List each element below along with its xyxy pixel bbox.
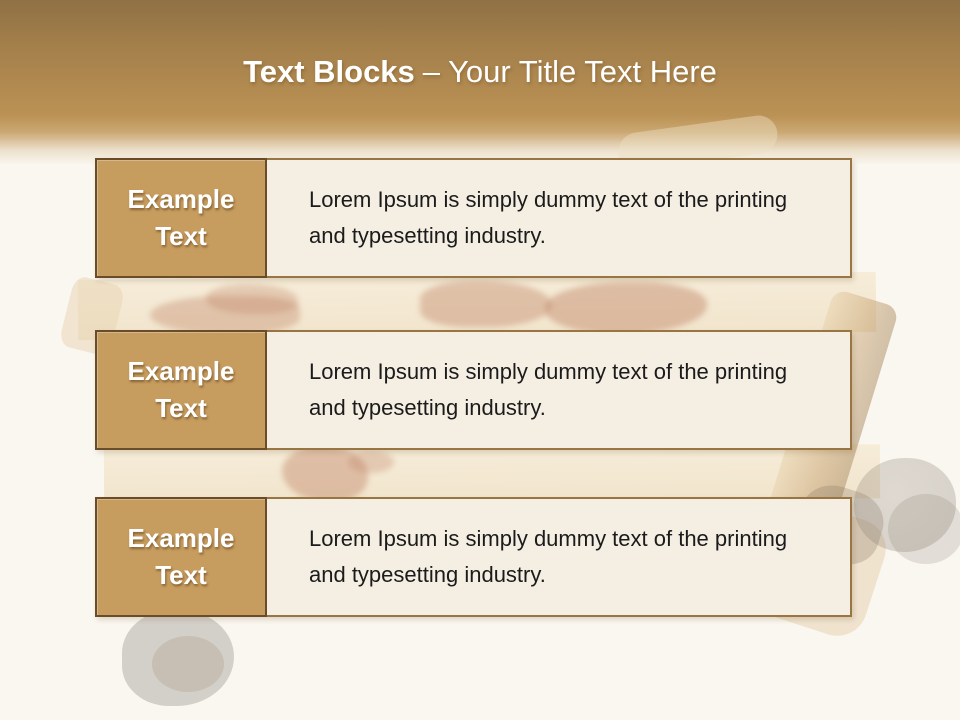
map-continent-blob	[206, 284, 298, 314]
text-block-3-body-box	[267, 497, 852, 617]
text-block-2-body-box	[267, 330, 852, 450]
text-block-1-body-box	[267, 158, 852, 278]
text-block-3-body: Lorem Ipsum is simply dummy text of the printing and typesetting industry.	[309, 526, 788, 587]
slide-title-bold: Text Blocks	[243, 54, 415, 89]
slide-title	[0, 54, 960, 90]
text-block-2-body: Lorem Ipsum is simply dummy text of the printing and typesetting industry.	[309, 359, 788, 420]
parchment-strip-middle	[104, 444, 880, 503]
text-block-1	[95, 158, 852, 278]
text-block-1-body: Lorem Ipsum is simply dummy text of the printing and typesetting industry.	[309, 187, 788, 248]
text-block-2-label-box	[95, 330, 267, 450]
map-continent-blob	[420, 281, 552, 327]
text-block-3	[95, 497, 852, 617]
text-block-3-label-box	[95, 497, 267, 617]
text-block-2	[95, 330, 852, 450]
text-block-2-label: Example Text	[127, 356, 235, 423]
scroll-knob-right-inner	[888, 494, 960, 564]
text-block-1-label-box	[95, 158, 267, 278]
scroll-knob-left-inner	[152, 636, 224, 692]
map-continent-blob	[348, 451, 394, 473]
text-block-1-label: Example Text	[127, 184, 235, 251]
text-block-3-label: Example Text	[127, 523, 235, 590]
slide-title-rest: – Your Title Text Here	[422, 54, 717, 89]
